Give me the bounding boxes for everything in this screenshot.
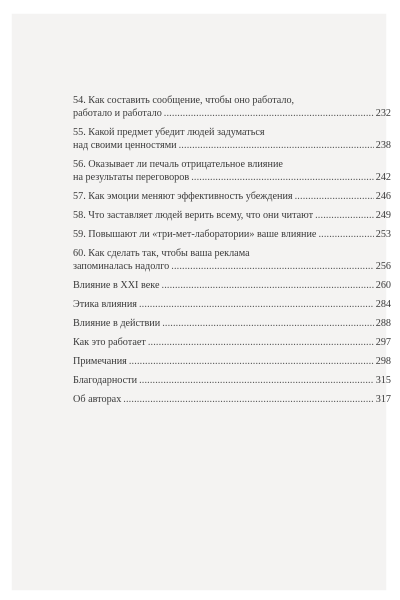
toc-entry-title-line: на результаты переговоров — [73, 172, 190, 183]
toc-entry — [73, 190, 391, 203]
toc-page-number: 232 — [375, 108, 391, 119]
dot-leader — [318, 228, 373, 241]
toc-entry-last-line — [73, 171, 391, 184]
dot-leader — [148, 336, 374, 349]
dot-leader — [123, 393, 373, 406]
toc-entry — [73, 317, 391, 330]
toc-entry — [73, 279, 391, 292]
toc-entry-title-line: Этика влияния — [73, 299, 137, 310]
toc-entry — [73, 94, 391, 120]
toc-entry-last-line — [73, 393, 391, 406]
book-page — [12, 14, 391, 590]
toc-entry-last-line — [73, 260, 391, 273]
toc-page-number: 284 — [375, 299, 391, 310]
toc-entry-last-line — [73, 298, 391, 311]
toc-page-number: 260 — [375, 280, 391, 291]
toc-page-number: 246 — [375, 191, 391, 202]
dot-leader — [164, 107, 374, 120]
toc-entry — [73, 126, 391, 152]
dot-leader — [162, 279, 374, 292]
dot-leader — [171, 260, 373, 273]
toc-entry — [73, 158, 391, 184]
toc-page-number: 238 — [375, 140, 391, 151]
dot-leader — [139, 298, 374, 311]
toc-entry-title-line: запоминалась надолго — [73, 261, 170, 272]
toc-entry-title-line: Как это работает — [73, 337, 146, 348]
dot-leader — [179, 139, 374, 152]
toc-page-number: 297 — [375, 337, 391, 348]
toc-page-number: 298 — [375, 356, 391, 367]
toc-entry-title-line: Примечания — [73, 356, 127, 367]
toc-entry-title-line: Влияние в XXI веке — [73, 280, 160, 291]
toc-entry-title-line: работало и работало — [73, 108, 162, 119]
toc-page-number: 288 — [375, 318, 391, 329]
toc-entry — [73, 209, 391, 222]
toc-entry-last-line — [73, 209, 391, 222]
toc-entry-title-line: Влияние в действии — [73, 318, 161, 329]
toc-entry — [73, 247, 391, 273]
toc-entry-title-line: 56. Оказывает ли печаль отрицательное влияние — [73, 159, 283, 170]
dot-leader — [129, 355, 374, 368]
table-of-contents — [73, 94, 391, 412]
toc-page-number: 249 — [375, 210, 391, 221]
toc-page-number: 242 — [375, 172, 391, 183]
dot-leader — [315, 209, 374, 222]
toc-entry-title-line: 57. Как эмоции меняют эффективность убеждения — [73, 191, 293, 202]
toc-entry-last-line — [73, 355, 391, 368]
toc-entry — [73, 298, 391, 311]
toc-entry-last-line — [73, 336, 391, 349]
toc-entry — [73, 228, 391, 241]
toc-entry-last-line — [73, 317, 391, 330]
toc-entry-title-line: 54. Как составить сообщение, чтобы оно работало, — [73, 95, 295, 106]
toc-page-number: 256 — [375, 261, 391, 272]
toc-entry-last-line — [73, 190, 391, 203]
toc-entry — [73, 393, 391, 406]
toc-entry — [73, 336, 391, 349]
dot-leader — [162, 317, 374, 330]
toc-entry-title-line: над своими ценностями — [73, 140, 177, 151]
toc-page-number: 253 — [375, 229, 391, 240]
toc-entry-title-line: Благодарности — [73, 375, 138, 386]
toc-entry — [73, 374, 391, 387]
toc-page-number: 317 — [375, 394, 391, 405]
toc-entry-last-line — [73, 139, 391, 152]
dot-leader — [295, 190, 374, 203]
toc-entry — [73, 355, 391, 368]
toc-entry-title-line: 58. Что заставляет людей верить всему, что они читают — [73, 210, 314, 221]
toc-entry-last-line — [73, 107, 391, 120]
dot-leader — [139, 374, 374, 387]
toc-entry-title-line: Об авторах — [73, 394, 122, 405]
toc-entry-last-line — [73, 228, 391, 241]
toc-entry-title-line: 59. Повышают ли «три-мет-лаборатории» ваше влияние — [73, 229, 317, 240]
toc-entry-title-line: 55. Какой предмет убедит людей задуматься — [73, 127, 265, 138]
toc-entry-last-line — [73, 279, 391, 292]
toc-page-number: 315 — [375, 375, 391, 386]
dot-leader — [191, 171, 374, 184]
toc-entry-last-line — [73, 374, 391, 387]
toc-entry-title-line: 60. Как сделать так, чтобы ваша реклама — [73, 248, 250, 259]
